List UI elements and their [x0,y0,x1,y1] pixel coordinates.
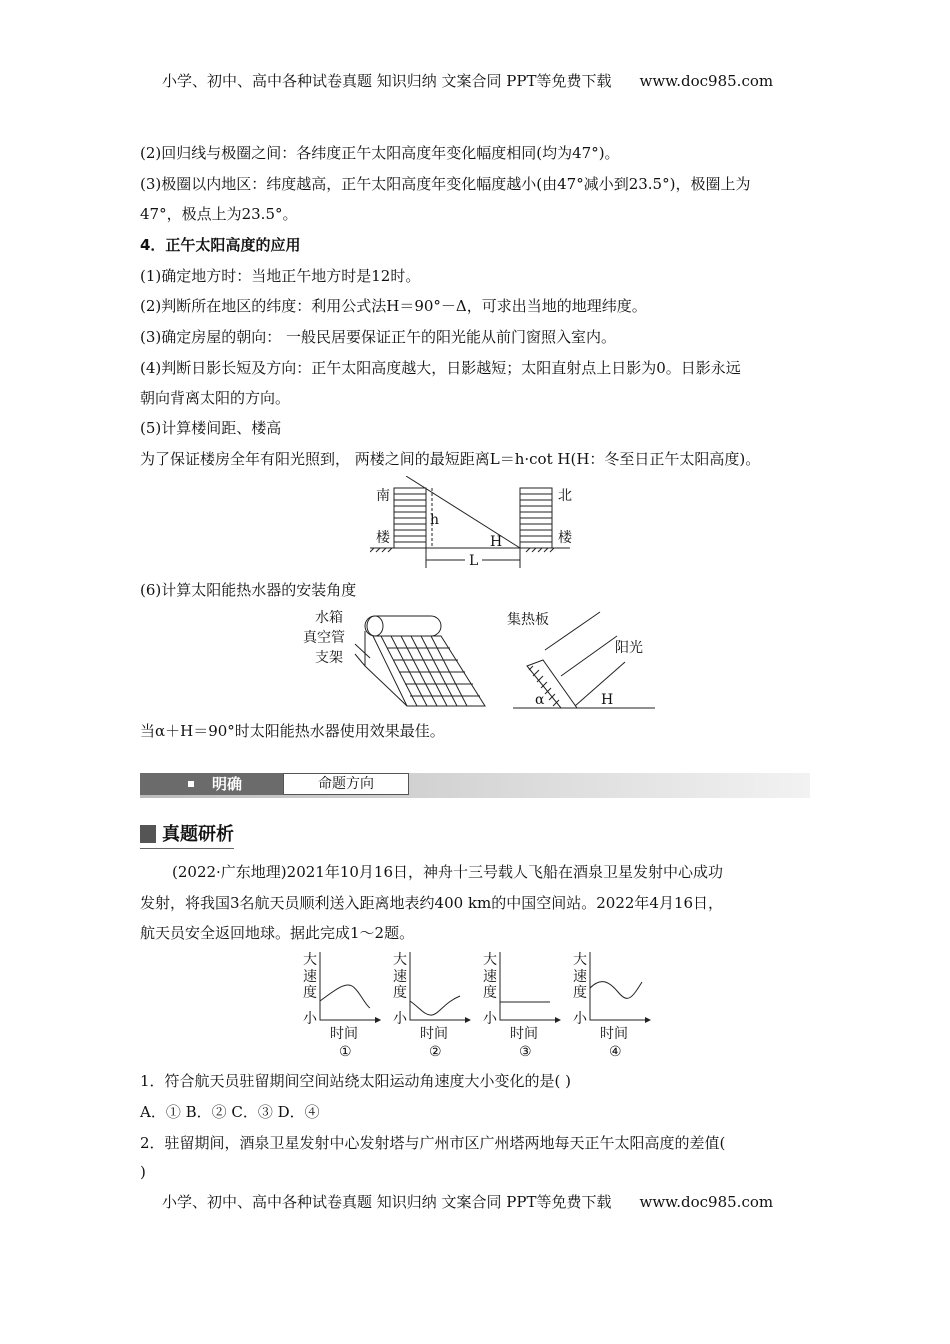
axis-time: 时间 [510,1026,538,1042]
question-1-options: A．① B．② C．③ D．④ [140,1103,320,1121]
axis-small: 小 [483,1011,497,1027]
axis-small: 小 [303,1011,317,1027]
chart-2 [410,952,470,1020]
question-stem: 发射，将我国3名航天员顺利送入距离地表约400 km的中国空间站。2022年4月16日， [140,894,724,912]
axis-big: 大 [573,952,587,968]
axis-time: 时间 [600,1026,628,1042]
section-marker-icon [140,825,156,843]
section-band [140,773,810,798]
axis-deg: 度 [573,985,587,1001]
solar-heater-diagram [295,606,655,710]
chart-label: ③ [519,1044,532,1060]
axis-big: 大 [393,952,407,968]
axis-speed: 速 [573,969,587,985]
chart-label: ② [429,1044,442,1060]
section-title-text: 真题研析 [162,824,234,845]
text-line: (1)确定地方时：当地正午地方时是12时。 [140,267,421,285]
label-tube: 真空管 [303,630,345,646]
question-1: 1．符合航天员驻留期间空间站绕太阳运动角速度大小变化的是( ) [140,1072,572,1090]
text-line: (3)极圈以内地区：纬度越高，正午太阳高度年变化幅度越小(由47°减小到23.5°)，极圈上为 [140,175,751,193]
band-tab-dark [140,773,283,795]
section-title [140,820,234,849]
label-sun: 阳光 [615,640,643,656]
axis-speed: 速 [393,969,407,985]
axis-time: 时间 [330,1026,358,1042]
axis-big: 大 [483,952,497,968]
question-2-paren: ) [140,1163,146,1181]
label-tank: 水箱 [315,610,343,626]
text-line: (2)回归线与极圈之间：各纬度正午太阳高度年变化幅度相同(均为47°)。 [140,144,620,162]
footer-text: 小学、初中、高中各种试卷真题 知识归纳 文案合同 PPT等免费下载 [162,1193,612,1211]
axis-small: 小 [393,1011,407,1027]
speed-charts [300,950,660,1062]
text-line: (4)判断日影长短及方向：正午太阳高度越大，日影越短；太阳直射点上日影为0。日影永远 [140,359,741,377]
text-line: (5)计算楼间距、楼高 [140,419,282,437]
text-line: 47°，极点上为23.5°。 [140,205,298,223]
chart-4 [590,952,650,1020]
label-building: 楼 [376,530,390,546]
label-alpha: α [535,692,545,708]
band-left-label: 明确 [212,775,243,793]
chart-2-curve [410,996,460,1015]
page-header [162,70,773,91]
label-L: L [469,553,479,569]
footer-url: www.doc985.com [639,1193,774,1211]
label-panel: 集热板 [507,612,549,628]
building-shadow-diagram [370,476,590,572]
label-south: 南 [376,488,390,504]
text-line: (6)计算太阳能热水器的安装角度 [140,581,357,599]
label-stand: 支架 [315,650,343,666]
text-line: 朝向背离太阳的方向。 [140,389,291,407]
text-line: (2)判断所在地区的纬度：利用公式法H＝90°－Δ，可求出当地的地理纬度。 [140,297,647,315]
question-2: 2．驻留期间，酒泉卫星发射中心发射塔与广州市区广州塔两地每天正午太阳高度的差值( [140,1134,726,1152]
axis-deg: 度 [393,985,407,1001]
axis-big: 大 [303,952,317,968]
axis-small: 小 [573,1011,587,1027]
question-stem: (2022·广东地理)2021年10月16日，神舟十三号载人飞船在酒泉卫星发射中心成功 [172,863,723,881]
chart-label: ① [339,1044,352,1060]
label-H: H [490,534,503,550]
axis-deg: 度 [303,985,317,1001]
chart-1-curve [320,985,370,1008]
chart-1 [320,952,380,1020]
axis-speed: 速 [303,969,317,985]
label-building: 楼 [558,530,572,546]
header-text: 小学、初中、高中各种试卷真题 知识归纳 文案合同 PPT等免费下载 [162,72,612,90]
text-line: 当α＋H＝90°时太阳能热水器使用效果最佳。 [140,722,445,740]
text-line: 为了保证楼房全年有阳光照到， 两楼之间的最短距离L＝h·cot H(H：冬至日正午太阳高度)。 [140,450,761,468]
chart-label: ④ [609,1044,622,1060]
chart-4-curve [590,982,642,999]
text-line: (3)确定房屋的朝向： 一般民居要保证正午的阳光能从前门窗照入室内。 [140,328,617,346]
subheading: 4．正午太阳高度的应用 [140,236,301,254]
question-stem: 航天员安全返回地球。据此完成1～2题。 [140,924,415,942]
axis-deg: 度 [483,985,497,1001]
band-tab-light: 命题方向 [283,773,409,795]
page-footer [162,1191,773,1212]
chart-3 [500,952,560,1020]
header-url: www.doc985.com [639,72,774,90]
axis-time: 时间 [420,1026,448,1042]
label-north: 北 [558,488,572,504]
label-h: h [430,512,440,528]
label-H: H [601,692,614,708]
axis-speed: 速 [483,969,497,985]
